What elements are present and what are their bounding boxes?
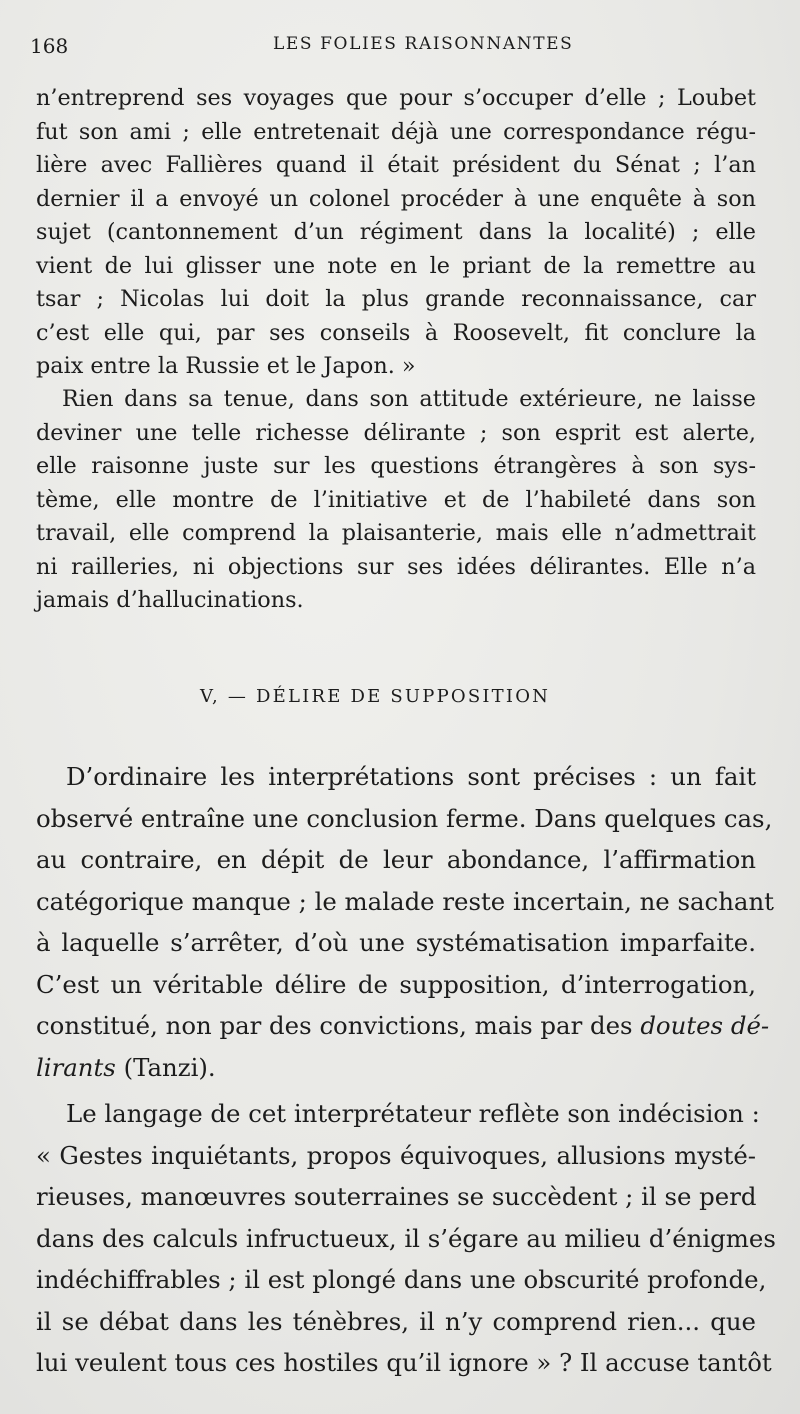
text-line: indéchiffrables ; il est plongé dans une obscurité profonde,: [36, 1265, 767, 1294]
text-line: lière avec Fallières quand il était président du Sénat ; l’an: [36, 152, 756, 178]
text-run: (Tanzi).: [115, 1052, 216, 1082]
text-line: D’ordinaire les interprétations sont précises : un fait: [66, 762, 756, 791]
paragraph-continued: [36, 82, 756, 384]
italic-text-run: doutes dé-: [640, 1011, 770, 1040]
text-line: travail, elle comprend la plaisanterie, mais elle n’admettrait: [36, 520, 756, 546]
text-line: tsar ; Nicolas lui doit la plus grande reconnaissance, car: [36, 286, 756, 312]
text-line: à laquelle s’arrêter, d’où une systématisation imparfaite.: [36, 928, 756, 957]
text-line: Le langage de cet interprétateur reflète son indécision :: [66, 1099, 760, 1128]
text-line: dans des calculs infructueux, il s’égare au milieu d’énigmes: [36, 1223, 776, 1253]
paragraph: [36, 383, 756, 618]
text-line: c’est elle qui, par ses conseils à Roosevelt, fit conclure la: [36, 319, 756, 346]
text-line: paix entre la Russie et le Japon. »: [36, 353, 416, 379]
text-line: jamais d’hallucinations.: [36, 587, 304, 613]
running-head: LES FOLIES RAISONNANTES: [273, 34, 574, 54]
section-heading: V, — DÉLIRE DE SUPPOSITION: [200, 686, 551, 707]
text-run: constitué, non par des convictions, mais par des: [36, 1011, 641, 1040]
paragraph: [36, 756, 774, 1088]
text-line: « Gestes inquiétants, propos équivoques, allusions mysté-: [36, 1140, 756, 1170]
text-line: n’entreprend ses voyages que pour s’occuper d’elle ; Loubet: [36, 85, 756, 111]
text-line: catégorique manque ; le malade reste incertain, ne sachant: [36, 886, 774, 916]
text-line: sujet (cantonnement d’un régiment dans la localité) ; elle: [36, 219, 756, 245]
text-line: au contraire, en dépit de leur abondance, l’affirmation: [36, 845, 756, 874]
text-line: elle raisonne juste sur les questions étrangères à son sys-: [36, 453, 756, 479]
text-line: ni railleries, ni objections sur ses idées délirantes. Elle n’a: [36, 553, 756, 580]
text-line: deviner une telle richesse délirante ; son esprit est alerte,: [36, 419, 756, 446]
text-line: lui veulent tous ces hostiles qu’il ignore » ? Il accuse tantôt: [36, 1348, 772, 1377]
text-line: rieuses, manœuvres souterraines se succèdent ; il se perd: [36, 1182, 757, 1211]
text-line: C’est un véritable délire de supposition, d’interrogation,: [36, 969, 756, 999]
text-line: il se débat dans les ténèbres, il n’y comprend rien... que: [36, 1306, 756, 1336]
text-line: observé entraîne une conclusion ferme. Dans quelques cas,: [36, 803, 773, 833]
paragraph: [36, 1093, 776, 1384]
page-header: [30, 34, 770, 64]
italic-text-run: lirants: [36, 1052, 116, 1082]
text-line: Rien dans sa tenue, dans son attitude extérieure, ne laisse: [62, 386, 756, 412]
page-number: 168: [30, 34, 69, 58]
text-line: [36, 1047, 756, 1089]
text-line: dernier il a envoyé un colonel procéder à une enquête à son: [36, 185, 756, 212]
text-line: fut son ami ; elle entretenait déjà une correspondance régu-: [36, 118, 756, 145]
text-line: tème, elle montre de l’initiative et de l’habileté dans son: [36, 486, 756, 513]
text-line: vient de lui glisser une note en le priant de la remettre au: [36, 252, 756, 279]
text-line: [36, 1005, 770, 1047]
